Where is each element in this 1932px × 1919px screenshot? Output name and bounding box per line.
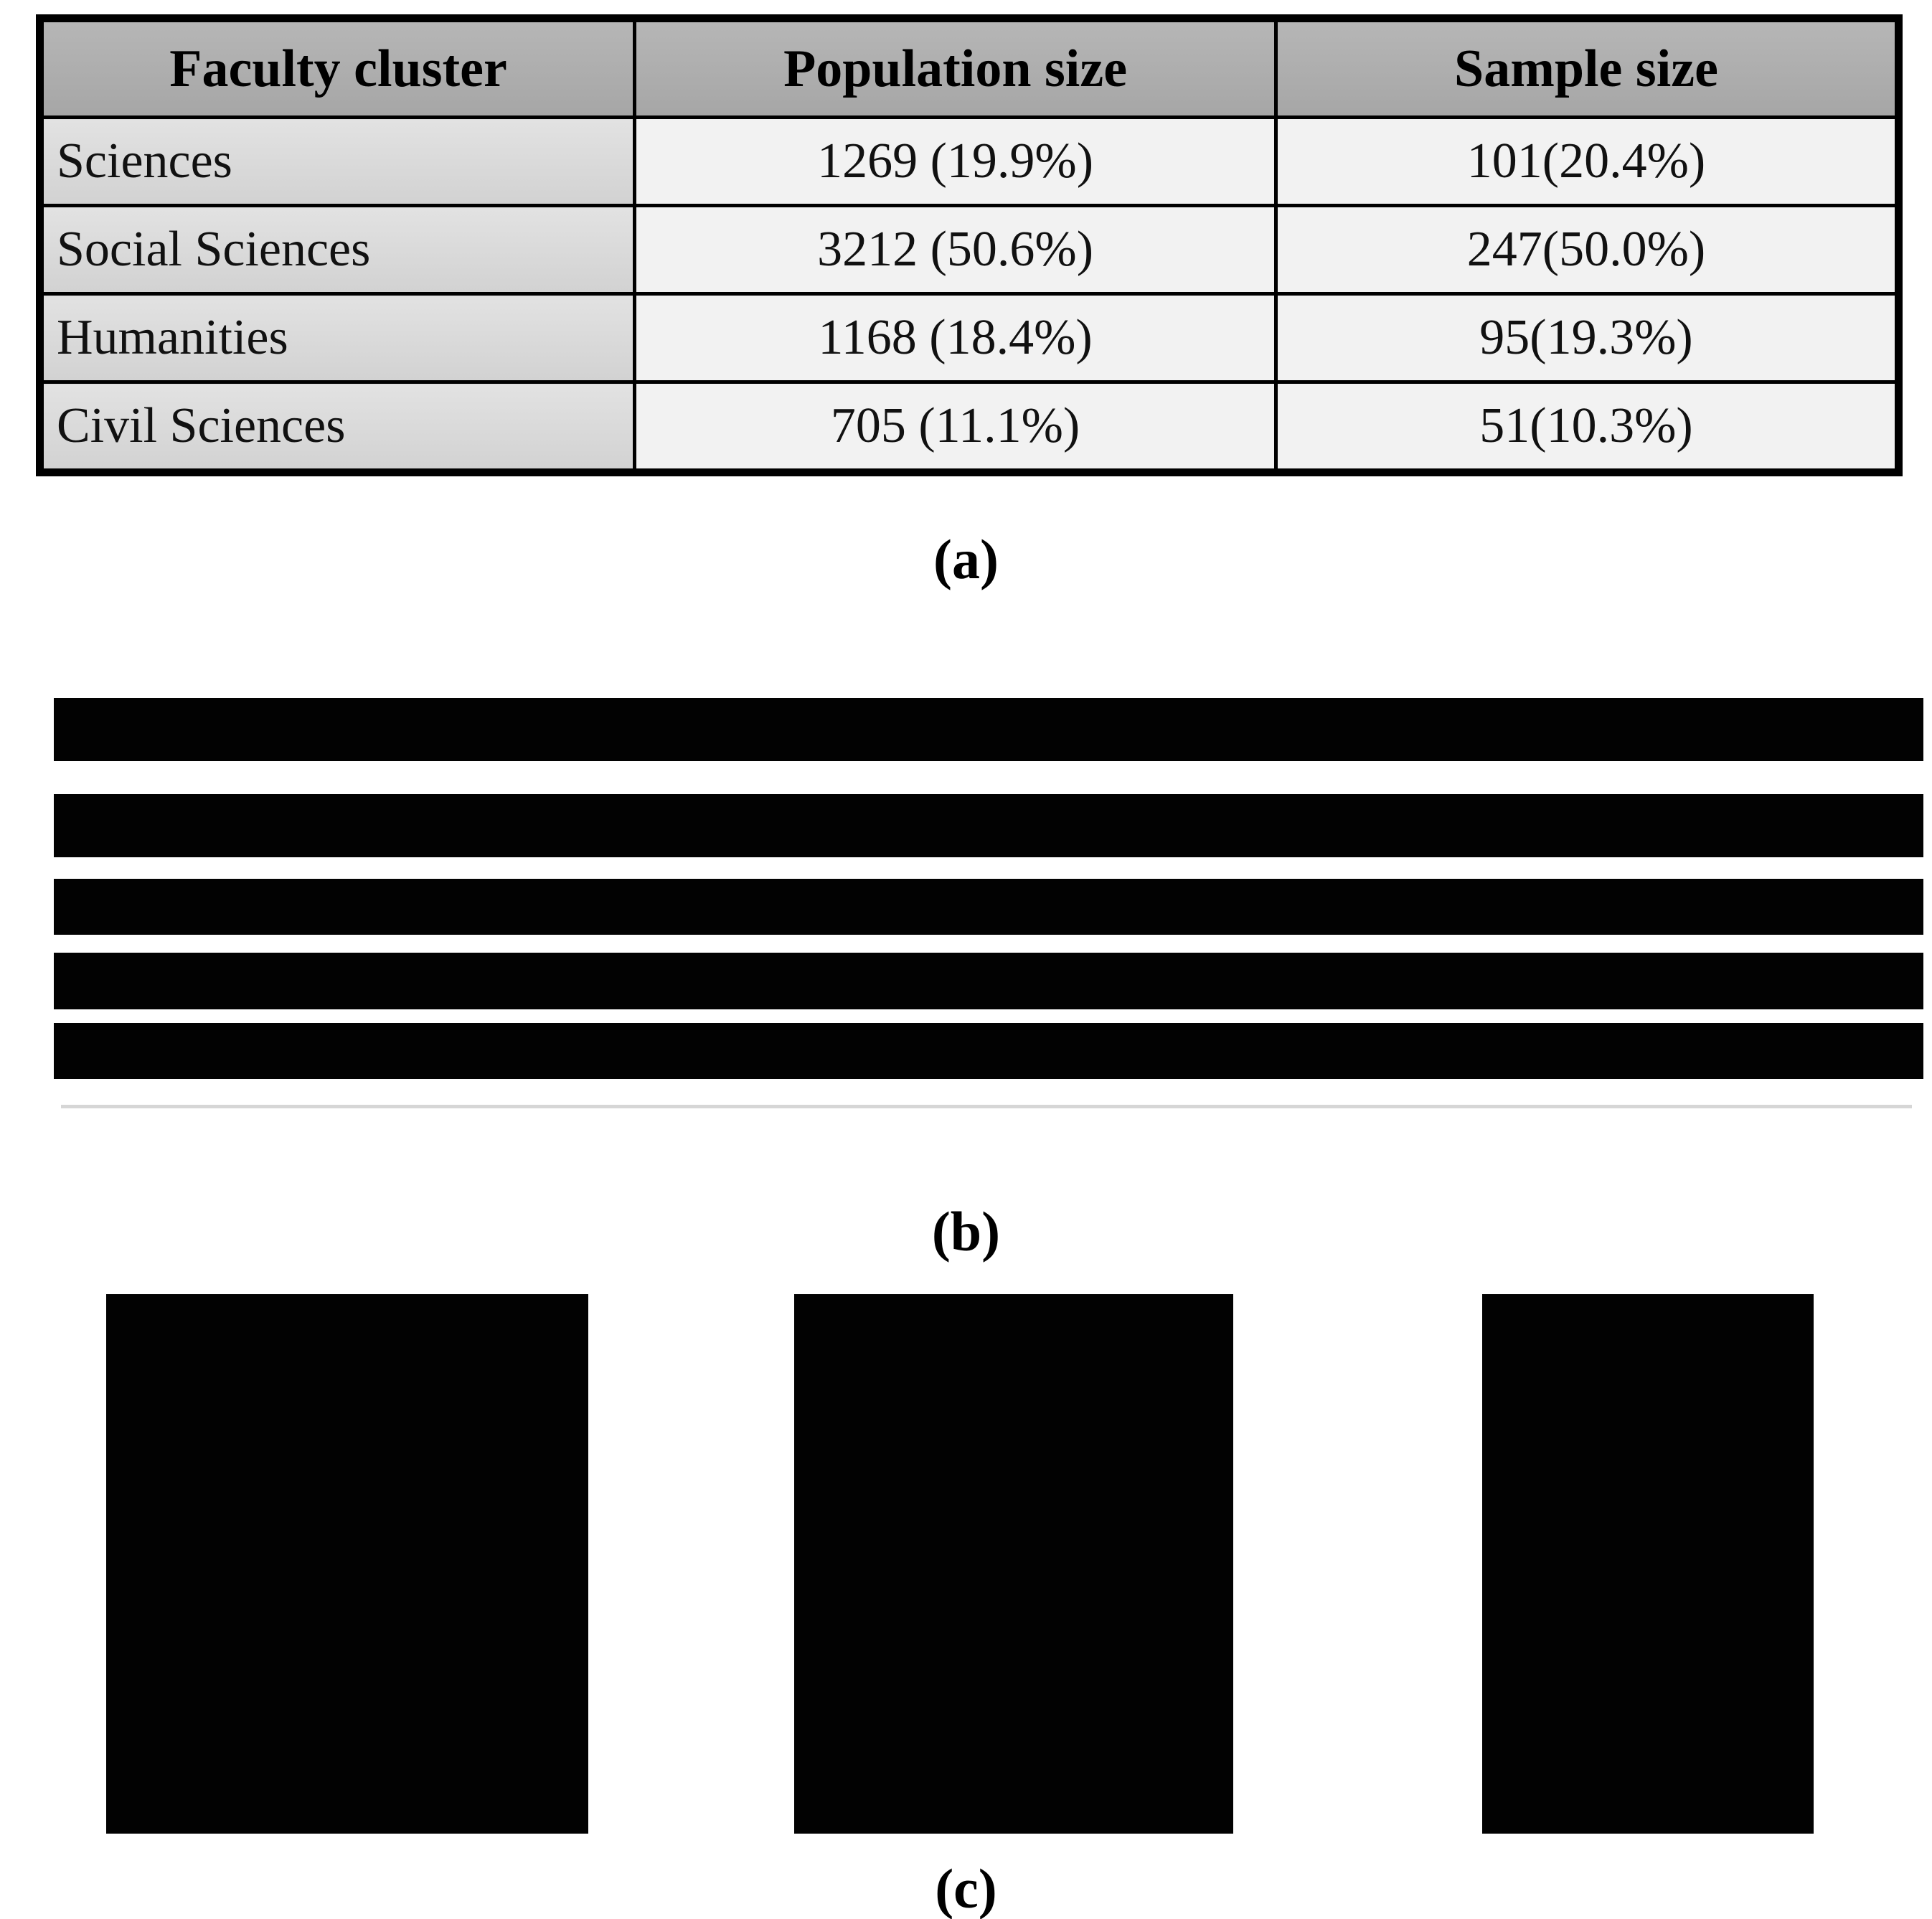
table-row (40, 206, 1899, 294)
table-row (40, 294, 1899, 382)
panel-c-label: (c) (935, 1857, 997, 1919)
header-sample-size: Sample size (1276, 19, 1899, 118)
table-row (40, 118, 1899, 206)
panel-a-label: (a) (933, 528, 999, 590)
header-faculty-cluster: Faculty cluster (40, 19, 635, 118)
cell-population: 3212 (50.6%) (635, 206, 1276, 294)
cell-sample: 247(50.0%) (1276, 206, 1899, 294)
redacted-bar-1 (54, 698, 1923, 761)
cell-cluster: Civil Sciences (40, 382, 635, 473)
cell-population: 705 (11.1%) (635, 382, 1276, 473)
cell-sample: 95(19.3%) (1276, 294, 1899, 382)
cell-sample: 51(10.3%) (1276, 382, 1899, 473)
cell-cluster: Sciences (40, 118, 635, 206)
cell-cluster: Social Sciences (40, 206, 635, 294)
table-row (40, 382, 1899, 473)
cell-cluster: Humanities (40, 294, 635, 382)
cell-population: 1168 (18.4%) (635, 294, 1276, 382)
cell-population: 1269 (19.9%) (635, 118, 1276, 206)
panel-b-label: (b) (931, 1200, 1001, 1263)
redacted-bar-4 (54, 953, 1923, 1009)
cell-sample: 101(20.4%) (1276, 118, 1899, 206)
redacted-bar-3 (54, 879, 1923, 935)
table-header-row (40, 19, 1899, 118)
faculty-sampling-table (36, 14, 1903, 476)
redacted-bar-2 (54, 794, 1923, 857)
redacted-block-1 (106, 1294, 588, 1834)
redacted-block-3 (1482, 1294, 1814, 1834)
faint-divider-line (61, 1105, 1912, 1108)
header-population-size: Population size (635, 19, 1276, 118)
redacted-bar-5 (54, 1023, 1923, 1079)
redacted-block-2 (794, 1294, 1233, 1834)
